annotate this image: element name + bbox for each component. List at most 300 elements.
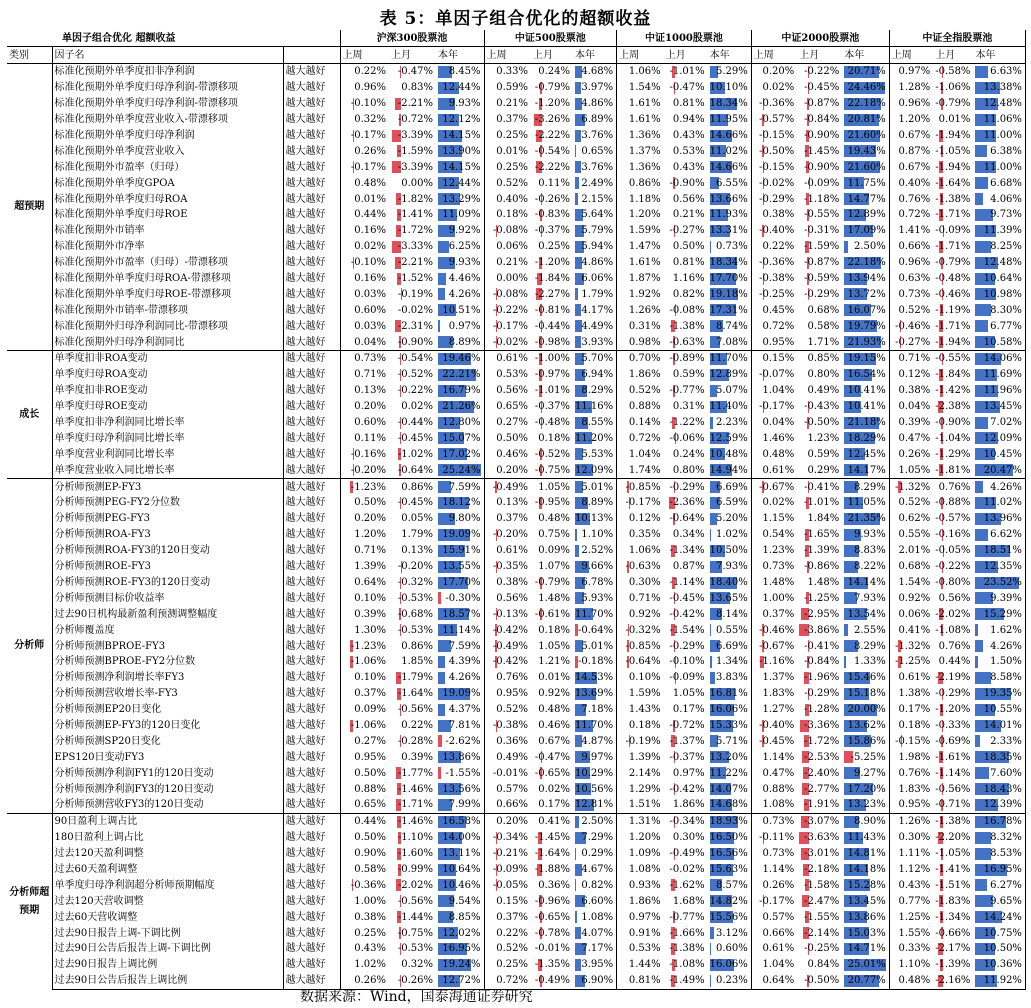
value-text: 0.97%: [448, 320, 481, 332]
value-cell: [797, 925, 842, 941]
value-text: 14.01%: [983, 719, 1022, 731]
value-cell: [664, 159, 708, 175]
value-cell: [617, 654, 664, 670]
direction-header: [283, 47, 340, 64]
value-text: 0.41%: [898, 624, 931, 636]
value-text: -0.46%: [759, 624, 795, 636]
value-cell: [889, 143, 933, 159]
value-cell: [389, 718, 436, 734]
value-cell: [573, 702, 617, 718]
value-cell: [933, 302, 973, 318]
category-label: [7, 64, 52, 351]
value-cell: [664, 351, 708, 367]
value-text: 13.86%: [442, 751, 481, 763]
direction: 越大越好: [283, 654, 340, 670]
value-text: 0.20%: [496, 816, 528, 828]
direction: 越大越好: [283, 718, 340, 734]
value-cell: [340, 877, 389, 893]
value-cell: [842, 128, 889, 144]
value-text: -0.77%: [669, 385, 705, 397]
value-text: 15.91%: [442, 545, 481, 557]
value-text: 3.83%: [716, 672, 748, 684]
value-text: 1.02%: [716, 529, 748, 541]
value-text: -1.25%: [804, 592, 840, 604]
value-text: 0.43%: [672, 161, 705, 173]
value-text: -1.05%: [935, 848, 971, 860]
value-text: 0.34%: [672, 529, 705, 541]
value-cell: [708, 638, 752, 654]
value-text: 0.76%: [898, 193, 931, 205]
value-cell: [842, 112, 889, 128]
period-header: 上周: [889, 47, 933, 64]
value-cell: [797, 351, 842, 367]
value-cell: [484, 797, 531, 813]
value-cell: [933, 64, 973, 80]
value-cell: [484, 495, 531, 511]
direction: 越大越好: [283, 973, 340, 989]
direction: 越大越好: [283, 351, 340, 367]
positive-bar: [438, 672, 445, 684]
value-text: 0.25%: [496, 161, 528, 173]
value-cell: [484, 159, 531, 175]
value-cell: [842, 957, 889, 973]
value-cell: [708, 559, 752, 575]
factor-name: 分析师预测净利润FY1的120日变动: [52, 765, 283, 781]
value-cell: [436, 511, 484, 527]
table-row: [7, 143, 1025, 159]
category-name: 超预期: [14, 201, 45, 213]
value-text: 0.66%: [898, 241, 931, 253]
value-cell: [708, 511, 752, 527]
value-text: -1.32%: [895, 640, 931, 652]
positive-bar: [575, 193, 578, 205]
value-cell: [484, 733, 531, 749]
value-text: 0.04%: [762, 417, 795, 429]
value-cell: [889, 495, 933, 511]
direction: 越大越好: [283, 527, 340, 543]
positive-bar: [575, 529, 577, 541]
value-text: 0.84%: [807, 959, 840, 971]
value-text: 8.57%: [716, 879, 748, 891]
value-text: -0.27%: [669, 225, 705, 237]
value-text: -2.22%: [534, 161, 570, 173]
value-cell: [389, 877, 436, 893]
value-text: 0.46%: [496, 448, 528, 460]
value-cell: [751, 781, 797, 797]
value-cell: [436, 223, 484, 239]
value-cell: [664, 143, 708, 159]
value-text: 0.25%: [354, 927, 386, 939]
factor-name: 单季度营业利润同比增长率: [52, 446, 283, 462]
value-cell: [484, 415, 531, 431]
value-text: -0.37%: [534, 225, 570, 237]
value-cell: [531, 733, 573, 749]
value-cell: [889, 622, 933, 638]
value-text: 0.18%: [538, 624, 570, 636]
value-text: -1.71%: [397, 799, 433, 811]
value-text: 6.63%: [990, 66, 1022, 78]
value-cell: [751, 877, 797, 893]
value-cell: [531, 862, 573, 878]
value-cell: [531, 286, 573, 302]
value-text: 0.36%: [496, 735, 528, 747]
value-cell: [664, 286, 708, 302]
value-cell: [436, 862, 484, 878]
value-text: -1.39%: [804, 545, 840, 557]
value-cell: [531, 479, 573, 495]
value-cell: [389, 749, 436, 765]
table-row: [7, 446, 1025, 462]
factor-name: 过去90日公告后报告上调比例: [52, 973, 283, 989]
table-row: [7, 511, 1025, 527]
direction: 越大越好: [283, 638, 340, 654]
value-text: 1.71%: [807, 336, 840, 348]
value-cell: [797, 286, 842, 302]
value-cell: [573, 749, 617, 765]
value-cell: [933, 479, 973, 495]
factor-name: 标准化预期外单季度归母ROE: [52, 207, 283, 223]
value-text: 0.10%: [354, 672, 386, 684]
table-row: [7, 462, 1025, 478]
value-cell: [889, 957, 933, 973]
value-cell: [842, 702, 889, 718]
value-cell: [889, 511, 933, 527]
direction: 越大越好: [283, 846, 340, 862]
value-cell: [708, 318, 752, 334]
value-text: 1.04%: [628, 448, 661, 460]
value-cell: [842, 383, 889, 399]
value-text: 0.61%: [762, 943, 795, 955]
value-cell: [573, 415, 617, 431]
value-cell: [708, 112, 752, 128]
value-text: 1.61%: [628, 98, 661, 110]
value-cell: [531, 893, 573, 909]
value-cell: [389, 80, 436, 96]
negative-bar: [438, 592, 441, 604]
value-cell: [842, 559, 889, 575]
value-text: 0.91%: [628, 927, 661, 939]
value-text: 10.50%: [983, 943, 1022, 955]
value-cell: [340, 191, 389, 207]
value-cell: [751, 846, 797, 862]
value-text: 0.12%: [628, 513, 661, 525]
value-cell: [889, 686, 933, 702]
value-text: 0.02%: [401, 401, 433, 413]
value-cell: [484, 239, 531, 255]
value-cell: [973, 462, 1025, 478]
value-cell: [436, 622, 484, 638]
factor-name: 标准化预期外单季度归母净利润-带漂移项: [52, 96, 283, 112]
value-text: -0.46%: [895, 320, 931, 332]
value-text: 0.82%: [581, 879, 614, 891]
table-row: [7, 239, 1025, 255]
value-cell: [751, 462, 797, 478]
positive-bar: [975, 656, 978, 668]
value-text: 1.79%: [401, 529, 433, 541]
value-cell: [436, 543, 484, 559]
value-text: 18.43%: [983, 783, 1022, 795]
value-text: -1.41%: [935, 863, 971, 875]
value-text: 0.02%: [762, 82, 795, 94]
direction: 越大越好: [283, 479, 340, 495]
value-text: 0.44%: [354, 209, 386, 221]
value-cell: [340, 112, 389, 128]
table-row: [7, 877, 1025, 893]
value-cell: [531, 654, 573, 670]
value-cell: [933, 862, 973, 878]
value-text: -0.64%: [577, 624, 614, 636]
value-cell: [842, 143, 889, 159]
value-text: 0.26%: [762, 879, 795, 891]
value-text: -0.75%: [397, 927, 433, 939]
value-cell: [973, 590, 1025, 606]
value-cell: [617, 479, 664, 495]
value-cell: [340, 670, 389, 686]
value-text: -0.72%: [397, 114, 433, 126]
table-row: [7, 797, 1025, 813]
value-cell: [889, 112, 933, 128]
value-text: 11.70%: [575, 608, 614, 620]
value-text: 2.52%: [581, 545, 614, 557]
value-cell: [531, 318, 573, 334]
value-cell: [889, 175, 933, 191]
factor-name: 分析师预测EP20日变化: [52, 702, 283, 718]
value-cell: [842, 606, 889, 622]
value-text: 1.62%: [990, 624, 1022, 636]
value-text: -0.05%: [492, 879, 528, 891]
value-text: 0.38%: [762, 209, 795, 221]
value-text: 1.16%: [672, 273, 705, 285]
value-text: 0.95%: [898, 799, 931, 811]
value-cell: [664, 909, 708, 925]
value-text: 12.45%: [847, 448, 886, 460]
value-cell: [573, 765, 617, 781]
value-cell: [664, 318, 708, 334]
value-text: 16.50%: [709, 832, 748, 844]
value-text: -1.45%: [804, 145, 840, 157]
value-cell: [617, 718, 664, 734]
value-text: 8.30%: [990, 304, 1022, 316]
value-text: -1.29%: [935, 448, 971, 460]
value-cell: [484, 511, 531, 527]
value-text: -0.22%: [804, 66, 840, 78]
positive-bar: [975, 304, 990, 316]
value-text: -0.64%: [625, 656, 661, 668]
value-text: 1.54%: [628, 82, 661, 94]
value-text: 0.66%: [496, 799, 528, 811]
value-text: 11.92%: [983, 975, 1022, 987]
value-text: 0.76%: [496, 672, 528, 684]
value-cell: [708, 159, 752, 175]
value-cell: [340, 813, 389, 829]
table-row: [7, 286, 1025, 302]
group-header: 中证500股票池: [484, 30, 617, 47]
value-text: 13.31%: [709, 225, 748, 237]
value-text: -0.43%: [804, 401, 840, 413]
value-text: -2.27%: [534, 288, 570, 300]
value-cell: [484, 462, 531, 478]
value-cell: [389, 143, 436, 159]
value-cell: [664, 462, 708, 478]
factor-name: 标准化预期外单季度归母ROE-带漂移项: [52, 286, 283, 302]
value-cell: [436, 575, 484, 591]
value-text: -0.52%: [534, 448, 570, 460]
value-cell: [573, 446, 617, 462]
value-text: 1.14%: [762, 751, 795, 763]
value-cell: [340, 318, 389, 334]
value-cell: [842, 765, 889, 781]
factor-name: 标准化预期外单季度归母净利润: [52, 128, 283, 144]
value-text: 0.95%: [354, 751, 386, 763]
positive-bar: [575, 145, 576, 157]
value-text: 1.10%: [898, 959, 931, 971]
value-text: 1.86%: [672, 799, 705, 811]
value-cell: [889, 399, 933, 415]
factor-name: 分析师预测ROA-FY3的120日变动: [52, 543, 283, 559]
value-text: 10.64%: [983, 273, 1022, 285]
value-cell: [484, 318, 531, 334]
value-cell: [389, 207, 436, 223]
value-text: -2.21%: [397, 98, 433, 110]
value-text: 1.44%: [628, 959, 661, 971]
direction: 越大越好: [283, 733, 340, 749]
category-name: 成长: [19, 408, 40, 420]
value-text: -0.17%: [492, 320, 528, 332]
factor-name: 标准化预期外归母净利润同比-带漂移项: [52, 318, 283, 334]
value-text: 13.20%: [709, 751, 748, 763]
value-text: 0.09%: [354, 704, 386, 716]
factor-name: 过去90日报告上调-下调比例: [52, 925, 283, 941]
value-text: 0.76%: [938, 481, 971, 493]
positive-bar: [975, 177, 987, 189]
value-text: -0.09%: [492, 863, 528, 875]
value-text: -0.17%: [625, 497, 661, 509]
value-text: 0.20%: [354, 513, 386, 525]
value-cell: [973, 302, 1025, 318]
value-cell: [617, 686, 664, 702]
direction: 越大越好: [283, 430, 340, 446]
value-text: -1.94%: [935, 161, 971, 173]
value-text: -2.02%: [935, 608, 971, 620]
value-cell: [933, 112, 973, 128]
value-cell: [436, 765, 484, 781]
value-cell: [797, 207, 842, 223]
value-text: 10.10%: [709, 82, 748, 94]
value-cell: [573, 527, 617, 543]
value-text: -0.98%: [534, 336, 570, 348]
value-text: 4.17%: [581, 304, 614, 316]
value-cell: [797, 318, 842, 334]
value-cell: [531, 367, 573, 383]
value-text: -0.49%: [492, 640, 528, 652]
value-text: -1.32%: [895, 481, 931, 493]
value-text: 6.77%: [990, 320, 1022, 332]
value-text: -0.87%: [804, 98, 840, 110]
value-cell: [889, 527, 933, 543]
value-cell: [797, 430, 842, 446]
value-text: -1.23%: [350, 640, 386, 652]
value-cell: [708, 973, 752, 989]
value-cell: [708, 718, 752, 734]
value-cell: [531, 670, 573, 686]
value-text: -0.64%: [669, 513, 705, 525]
table-row: [7, 159, 1025, 175]
value-text: 0.18%: [898, 719, 931, 731]
value-text: 6.94%: [581, 369, 614, 381]
value-cell: [933, 351, 973, 367]
value-cell: [389, 495, 436, 511]
value-cell: [617, 191, 664, 207]
value-text: 0.81%: [628, 975, 661, 987]
value-text: 4.06%: [990, 193, 1022, 205]
value-text: 0.48%: [538, 513, 570, 525]
value-cell: [531, 112, 573, 128]
value-cell: [573, 286, 617, 302]
value-cell: [973, 175, 1025, 191]
value-cell: [797, 128, 842, 144]
value-text: 0.03%: [354, 288, 386, 300]
value-cell: [664, 622, 708, 638]
value-cell: [484, 175, 531, 191]
value-cell: [389, 318, 436, 334]
value-cell: [708, 590, 752, 606]
value-text: 10.75%: [983, 927, 1022, 939]
value-cell: [617, 383, 664, 399]
value-text: 1.08%: [762, 799, 795, 811]
value-text: 1.50%: [990, 656, 1022, 668]
value-cell: [573, 830, 617, 846]
value-text: 1.39%: [354, 561, 386, 573]
value-cell: [389, 128, 436, 144]
positive-bar: [975, 624, 978, 636]
value-cell: [531, 590, 573, 606]
value-text: 9.65%: [990, 895, 1022, 907]
value-cell: [573, 271, 617, 287]
value-text: 3.76%: [581, 161, 614, 173]
value-text: -0.45%: [397, 432, 433, 444]
value-text: -0.90%: [397, 336, 433, 348]
value-text: 0.59%: [807, 448, 840, 460]
value-cell: [751, 575, 797, 591]
value-text: 7.18%: [581, 704, 614, 716]
value-text: 0.31%: [628, 320, 661, 332]
value-text: 0.38%: [354, 911, 386, 923]
value-cell: [531, 909, 573, 925]
value-cell: [708, 846, 752, 862]
value-text: -2.77%: [804, 783, 840, 795]
value-cell: [484, 590, 531, 606]
value-cell: [751, 255, 797, 271]
value-cell: [617, 702, 664, 718]
value-text: -0.32%: [625, 624, 661, 636]
value-cell: [340, 367, 389, 383]
value-text: 11.14%: [442, 624, 481, 636]
value-text: 13.69%: [575, 688, 614, 700]
value-cell: [389, 781, 436, 797]
value-text: -0.17%: [759, 401, 795, 413]
value-text: -0.38%: [492, 719, 528, 731]
value-text: 0.29%: [581, 848, 614, 860]
value-text: 0.30%: [672, 832, 705, 844]
value-text: 11.95%: [709, 114, 748, 126]
value-cell: [389, 446, 436, 462]
value-cell: [973, 749, 1025, 765]
value-cell: [340, 239, 389, 255]
factor-name: 过去120天营收调整: [52, 893, 283, 909]
value-text: 0.04%: [354, 336, 386, 348]
table-row: [7, 207, 1025, 223]
value-cell: [842, 575, 889, 591]
